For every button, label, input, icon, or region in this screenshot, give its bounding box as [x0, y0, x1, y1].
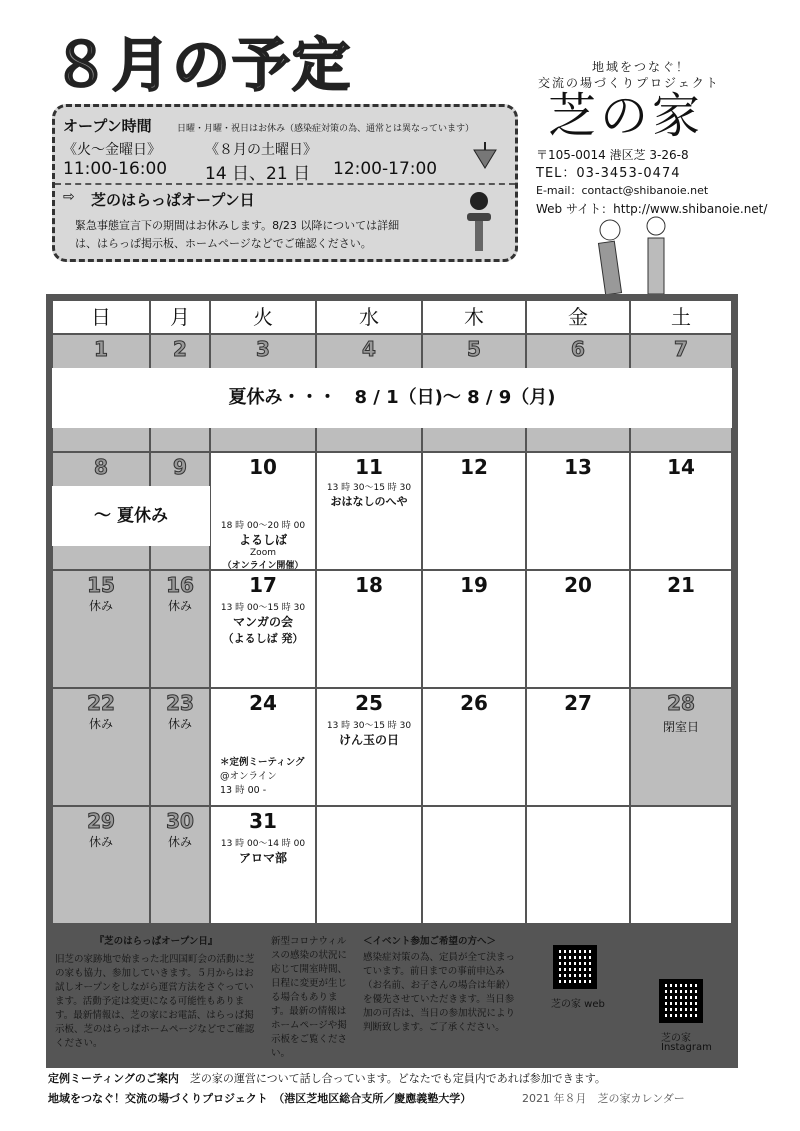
open-hours-box	[52, 104, 518, 262]
day-number: 4	[362, 337, 376, 361]
rest-label: 休み	[88, 835, 113, 849]
kendama-icon	[459, 191, 499, 253]
day-number: 15	[87, 573, 115, 597]
rest-label: 休み	[88, 599, 113, 613]
saturday-dates: 14 日、21 日	[205, 164, 311, 184]
open-hours-heading: オープン時間	[63, 117, 152, 135]
org-name: 芝の家	[548, 88, 705, 144]
event-kendama-line: けん玉の日	[338, 733, 399, 747]
covid-note-column	[265, 929, 357, 1061]
weekday-header: 日	[53, 301, 149, 333]
footer-meeting-text: 芝の家の運営について話し合っています。どなたでも定員内であれば参加できます。	[189, 1072, 606, 1085]
event-meeting-line: 13 時 00 -	[220, 785, 267, 796]
summer-break-end-banner: ～ 夏休み	[52, 486, 210, 546]
day-cell	[52, 688, 150, 806]
day-number: 27	[564, 691, 592, 715]
day-cell	[526, 452, 630, 570]
footer-calendar-label: 2021 年８月 芝の家カレンダー	[522, 1092, 685, 1105]
event-manga-line: 13 時 00～15 時 30	[220, 603, 306, 613]
qr-instagram-label: 芝の家	[661, 1033, 691, 1044]
day-number: 30	[166, 809, 194, 833]
event-manga-line: （よるしば 発）	[222, 632, 304, 645]
event-yorushiba[interactable]	[210, 518, 316, 571]
day-cell	[150, 806, 210, 924]
weekday-header: 木	[423, 301, 525, 333]
day-number: 10	[249, 455, 277, 479]
day-number: 23	[166, 691, 194, 715]
harappa-text: 緊急事態宣言下の期間はお休みします。8/23 以降については詳細は、はらっぱ掲示板、ホームページなどでご確認ください。	[75, 219, 400, 250]
day-number: 13	[564, 455, 592, 479]
event-manga-line: マンガの会	[232, 615, 293, 629]
qr-instagram-icon[interactable]	[659, 979, 703, 1023]
day-cell	[526, 806, 630, 924]
event-meeting[interactable]	[220, 756, 316, 798]
day-number: 9	[173, 455, 187, 479]
rest-label: 休み	[167, 599, 192, 613]
rest-label: 休み	[167, 717, 192, 731]
event-note-title: ＜イベント参加ご希望の方へ＞	[363, 936, 497, 947]
event-meeting-line: @オンライン	[220, 771, 277, 782]
event-manga[interactable]	[210, 600, 316, 646]
day-cell	[316, 452, 422, 570]
day-number: 18	[355, 573, 383, 597]
bottom-info	[46, 926, 738, 1064]
wind-chime-icon	[592, 216, 692, 300]
day-cell	[526, 688, 630, 806]
saturday-label: 《８月の土曜日》	[205, 142, 317, 158]
event-meeting-line: ＊定例ミーティング	[220, 757, 305, 768]
event-yorushiba-line: 18 時 00～20 時 00	[220, 521, 306, 531]
divider	[55, 183, 515, 185]
day-number: 29	[87, 809, 115, 833]
event-kendama[interactable]	[316, 718, 422, 748]
day-cell	[422, 688, 526, 806]
weekday-label: 《火～金曜日》	[63, 142, 161, 158]
footer-meeting-title: 定例ミーティングのご案内	[48, 1072, 179, 1085]
day-cell	[630, 688, 732, 806]
day-number: 5	[467, 337, 481, 361]
covid-note-text: 新型コロナウィルスの感染の状況に応じて開室時間、日程に変更が生じる場合もあります。最新の情報はホームページや掲示板をご覧ください。	[271, 936, 348, 1059]
day-number: 11	[355, 455, 383, 479]
day-cell	[316, 806, 422, 924]
day-number: 25	[355, 691, 383, 715]
org-website[interactable]: Web サイト：http://www.shibanoie.net/	[536, 202, 768, 216]
day-number: 6	[571, 337, 585, 361]
weekday-header: 火	[211, 301, 315, 333]
harappa-title: 芝のはらっぱオープン日	[91, 191, 255, 209]
day-cell	[630, 806, 732, 924]
day-number: 26	[460, 691, 488, 715]
harappa-info-title: 『芝のはらっぱオープン日』	[94, 936, 218, 947]
day-number: 12	[460, 455, 488, 479]
weekday-hours: 11:00-16:00	[63, 159, 168, 179]
footer-project: 地域をつなぐ！交流の場づくりプロジェクト （港区芝地区総合支所／慶應義塾大学）	[48, 1092, 472, 1105]
rest-label: 休み	[88, 717, 113, 731]
event-ohanashi-line: おはなしのへや	[330, 495, 408, 508]
page-title: ８月の予定	[52, 31, 353, 99]
day-number: 14	[667, 455, 695, 479]
event-aroma-line: アロマ部	[238, 851, 287, 865]
weekday-header: 水	[317, 301, 421, 333]
harappa-info-text: 旧芝の家跡地で始まった北四国町会の活動に芝の家も協力、参加していきます。５月からはお試しオープンをしながら運営方法をさぐっています。活動予定は変更になる可能性もあります。最新情報は、芝の家にお電話、はらっぱ掲示板、芝のはらっぱホームページなどでご確認ください。	[55, 954, 255, 1049]
day-cell	[422, 806, 526, 924]
day-number: 3	[256, 337, 270, 361]
day-number: 20	[564, 573, 592, 597]
open-hours-note: 日曜・月曜・祝日はお休み（感染症対策の為、通常とは異なっています）	[177, 124, 475, 134]
day-number: 1	[94, 337, 108, 361]
day-cell	[150, 570, 210, 688]
harappa-icon: ⇨	[63, 189, 75, 205]
day-number: 2	[173, 337, 187, 361]
day-number: 8	[94, 455, 108, 479]
day-cell	[52, 570, 150, 688]
day-number: 19	[460, 573, 488, 597]
day-number: 21	[667, 573, 695, 597]
day-number: 31	[249, 809, 277, 833]
event-yorushiba-line: Zoom	[250, 548, 276, 558]
qr-instagram-sub: Instagram	[661, 1042, 712, 1053]
weekday-header: 金	[527, 301, 629, 333]
closed-label: 閉室日	[662, 720, 699, 734]
day-number: 22	[87, 691, 115, 715]
saturday-hours: 12:00-17:00	[333, 159, 438, 179]
event-note-column	[357, 929, 525, 1061]
day-cell	[316, 570, 422, 688]
day-cell	[422, 452, 526, 570]
qr-web-label: 芝の家 web	[551, 999, 605, 1010]
rest-label: 休み	[167, 835, 192, 849]
weekday-header: 土	[631, 301, 731, 333]
harappa-info-column	[49, 929, 265, 1061]
day-cell	[526, 570, 630, 688]
weekday-header: 月	[151, 301, 209, 333]
footer-meeting	[48, 1070, 606, 1086]
day-cell	[150, 688, 210, 806]
event-ohanashi[interactable]	[316, 480, 422, 509]
org-email[interactable]: E-mail：contact@shibanoie.net	[536, 184, 709, 197]
spinning-top-icon	[470, 140, 500, 170]
event-aroma[interactable]	[210, 836, 316, 866]
org-tagline: 地域をつなぐ！	[592, 60, 691, 74]
day-number: 28	[667, 691, 695, 715]
org-subtitle: 交流の場づくりプロジェクト	[538, 76, 720, 90]
day-number: 17	[249, 573, 277, 597]
event-note-text: 感染症対策の為、定員が全て決まっています。前日までの事前申込み（お名前、お子さんの場合は年齢）を優先させていただきます。当日参加の可否は、当日の参加状況により判断致します。ご了承ください。	[363, 952, 516, 1033]
event-ohanashi-line: 13 時 30～15 時 30	[326, 483, 412, 493]
day-cell	[422, 570, 526, 688]
qr-column	[525, 929, 735, 1061]
org-address: 〒105-0014 港区芝 3-26-8	[536, 148, 689, 162]
org-tel: TEL：03-3453-0474	[536, 166, 681, 181]
day-number: 24	[249, 691, 277, 715]
day-number: 16	[166, 573, 194, 597]
qr-web-icon[interactable]	[553, 945, 597, 989]
day-cell	[52, 806, 150, 924]
event-yorushiba-line: よるしば	[238, 533, 287, 547]
summer-break-banner: 夏休み・・・ 8 / 1（日)～ 8 / 9（月)	[52, 368, 732, 428]
event-kendama-line: 13 時 30～15 時 30	[326, 721, 412, 731]
day-number: 7	[674, 337, 688, 361]
event-aroma-line: 13 時 00～14 時 00	[220, 839, 306, 849]
event-yorushiba-line: （オンライン開催）	[222, 561, 304, 571]
day-cell	[630, 570, 732, 688]
day-cell	[630, 452, 732, 570]
